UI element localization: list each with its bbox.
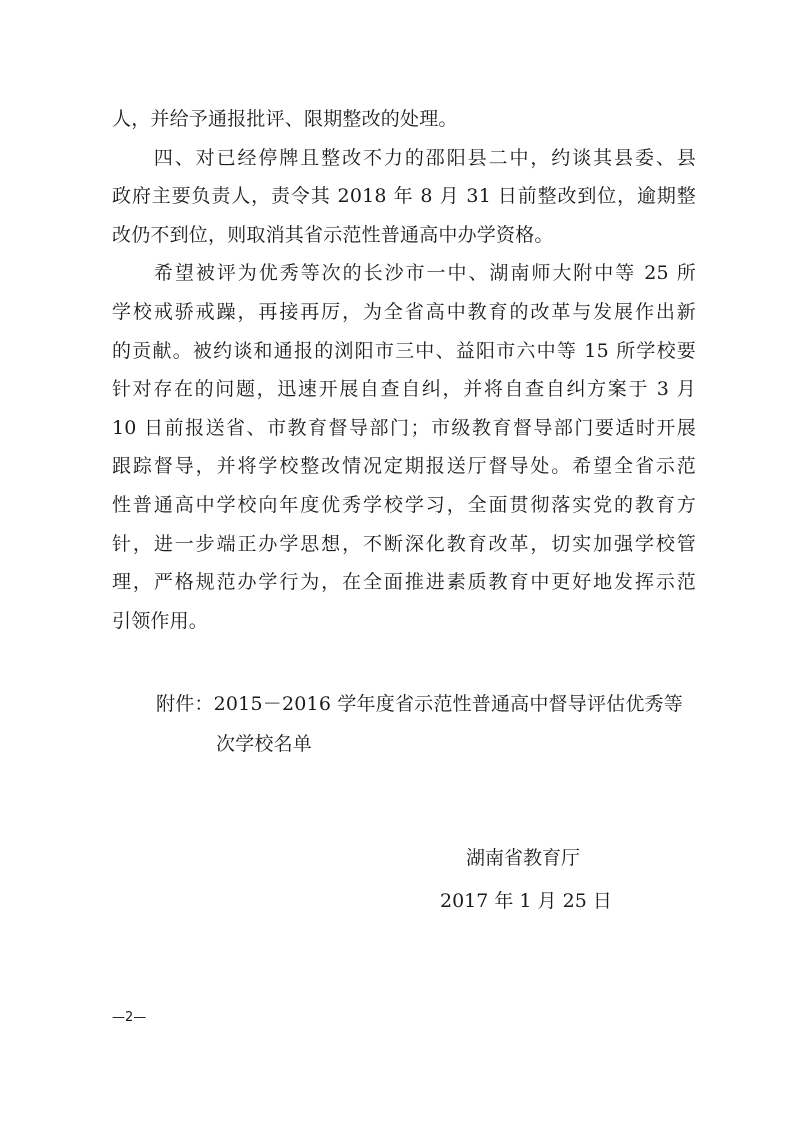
attachment-line: 附件：2015－2016 学年度省示范性普通高中督导评估优秀等: [156, 693, 683, 715]
body-line: 10 日前报送省、市教育督导部门；市级教育督导部门要适时开展: [112, 416, 696, 439]
issuing-organization: 湖南省教育厅: [466, 847, 581, 869]
issue-date: 2017 年 1 月 25 日: [440, 890, 612, 912]
body-line: 四、对已经停牌且整改不力的邵阳县二中，约谈其县委、县: [112, 146, 696, 169]
body-line: 理，严格规范办学行为，在全面推进素质教育中更好地发挥示范: [112, 571, 696, 594]
body-line: 希望被评为优秀等次的长沙市一中、湖南师大附中等 25 所: [112, 262, 696, 285]
attachment-note: [156, 684, 696, 764]
body-line: 针，进一步端正办学思想，不断深化教育改革，切实加强学校管: [112, 532, 696, 555]
page-number: —2—: [112, 1010, 147, 1025]
body-line: 政府主要负责人，责令其 2018 年 8 月 31 日前整改到位，逾期整: [112, 185, 696, 208]
body-line: 改仍不到位，则取消其省示范性普通高中办学资格。: [112, 223, 554, 246]
body-text: [112, 100, 696, 640]
body-line: 的贡献。被约谈和通报的浏阳市三中、益阳市六中等 15 所学校要: [112, 339, 696, 362]
attachment-line: 次学校名单: [216, 733, 313, 755]
body-line: 针对存在的问题，迅速开展自查自纠，并将自查自纠方案于 3 月: [112, 378, 696, 401]
body-line: 性普通高中学校向年度优秀学校学习，全面贯彻落实党的教育方: [112, 493, 696, 516]
body-line: 跟踪督导，并将学校整改情况定期报送厅督导处。希望全省示范: [112, 455, 696, 478]
body-line: 学校戒骄戒躁，再接再厉，为全省高中教育的改革与发展作出新: [112, 300, 696, 323]
body-line: 引领作用。: [112, 609, 209, 632]
body-line: 人，并给予通报批评、限期整改的处理。: [112, 108, 458, 130]
